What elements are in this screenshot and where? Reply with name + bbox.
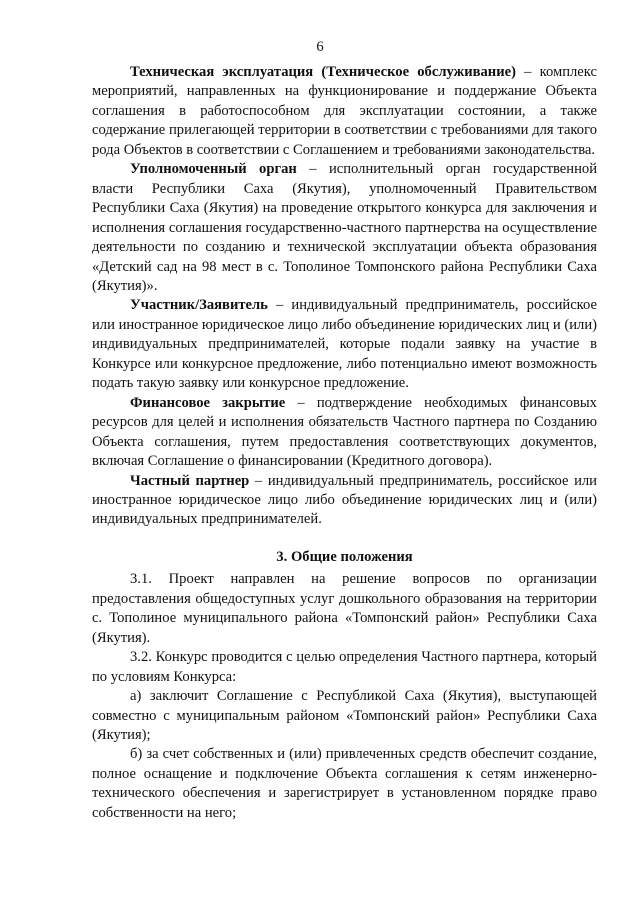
list-item-a: а) заключит Соглашение с Республикой Саха (Якутия), выступающей совместно с муниципальным районом «Томпонский район» Республики Саха (Якутия); — [92, 688, 597, 743]
definition-financial-close — [92, 394, 597, 472]
definition-term: Уполномоченный орган — [130, 161, 297, 178]
definition-participant — [92, 296, 597, 393]
definition-text: – индивидуальный предприниматель, российское или иностранное юридическое лицо либо объединение юридических лиц и (или) индивидуальных предпринимателей. — [92, 472, 597, 528]
definition-term: Техническая эксплуатация (Техническое обслуживание) — [130, 64, 516, 80]
definition-text: – подтверждение необходимых финансовых ресурсов для целей и исполнения обязательств Частного партнера по Созданию Объекта соглашения, путем предоставления соответствующих документов, включая Соглашение о финансировании (Кредитного договора). — [92, 394, 597, 470]
definition-authorized-body — [92, 160, 597, 296]
definition-technical-operation — [92, 63, 597, 160]
paragraph-3-2: 3.2. Конкурс проводится с целью определения Частного партнера, который по условиям Конкурса: — [92, 649, 597, 685]
page-number: 6 — [316, 39, 324, 55]
definition-term: Частный партнер — [130, 472, 250, 489]
definition-term: Участник/Заявитель — [130, 297, 268, 314]
definition-text: – индивидуальный предприниматель, российское или иностранное юридическое лицо либо объединение юридических лиц и (или) индивидуальных предпринимателей, которые подали заявку на участие в Конкурсе или конкурсное предложение, либо потенциально имеют возможность подать такую заявку или конкурсное предложение. — [92, 297, 597, 392]
definition-private-partner — [92, 472, 597, 530]
paragraph-3-1: 3.1. Проект направлен на решение вопросов по организации предоставления общедоступных услуг дошкольного образования на территории с. Тополиное муниципального района «Томпонский район» Республики Саха (Якутия). — [92, 571, 597, 646]
definition-term: Финансовое закрытие — [130, 394, 286, 411]
definition-text: – комплекс мероприятий, направленных на функционирование и поддержание Объекта соглашения в работоспособном для эксплуатации состоянии, а также содержание прилегающей территории в соответствии с требованиями для такого рода Объектов в соответствии с Соглашением и требованиями законодательства. — [92, 64, 597, 158]
section-heading: 3. Общие положения — [276, 548, 413, 565]
definition-text: – исполнительный орган государственной власти Республики Саха (Якутия), уполномоченный Правительством Республики Саха (Якутия) на проведение открытого конкурса для заключения и исполнения соглашения государственно-частного партнерства на осуществление деятельности по созданию и технической эксплуатации объекта образования «Детский сад на 98 мест в с. Тополиное Томпонского района Республики Саха (Якутия)». — [92, 161, 598, 294]
page-content — [92, 63, 597, 823]
list-item-b: б) за счет собственных и (или) привлеченных средств обеспечит создание, полное оснащение и подключение Объекта соглашения к сетям инженерно-технического обеспечения и зарегистрирует в установленном порядке право собственности на него; — [92, 746, 597, 821]
